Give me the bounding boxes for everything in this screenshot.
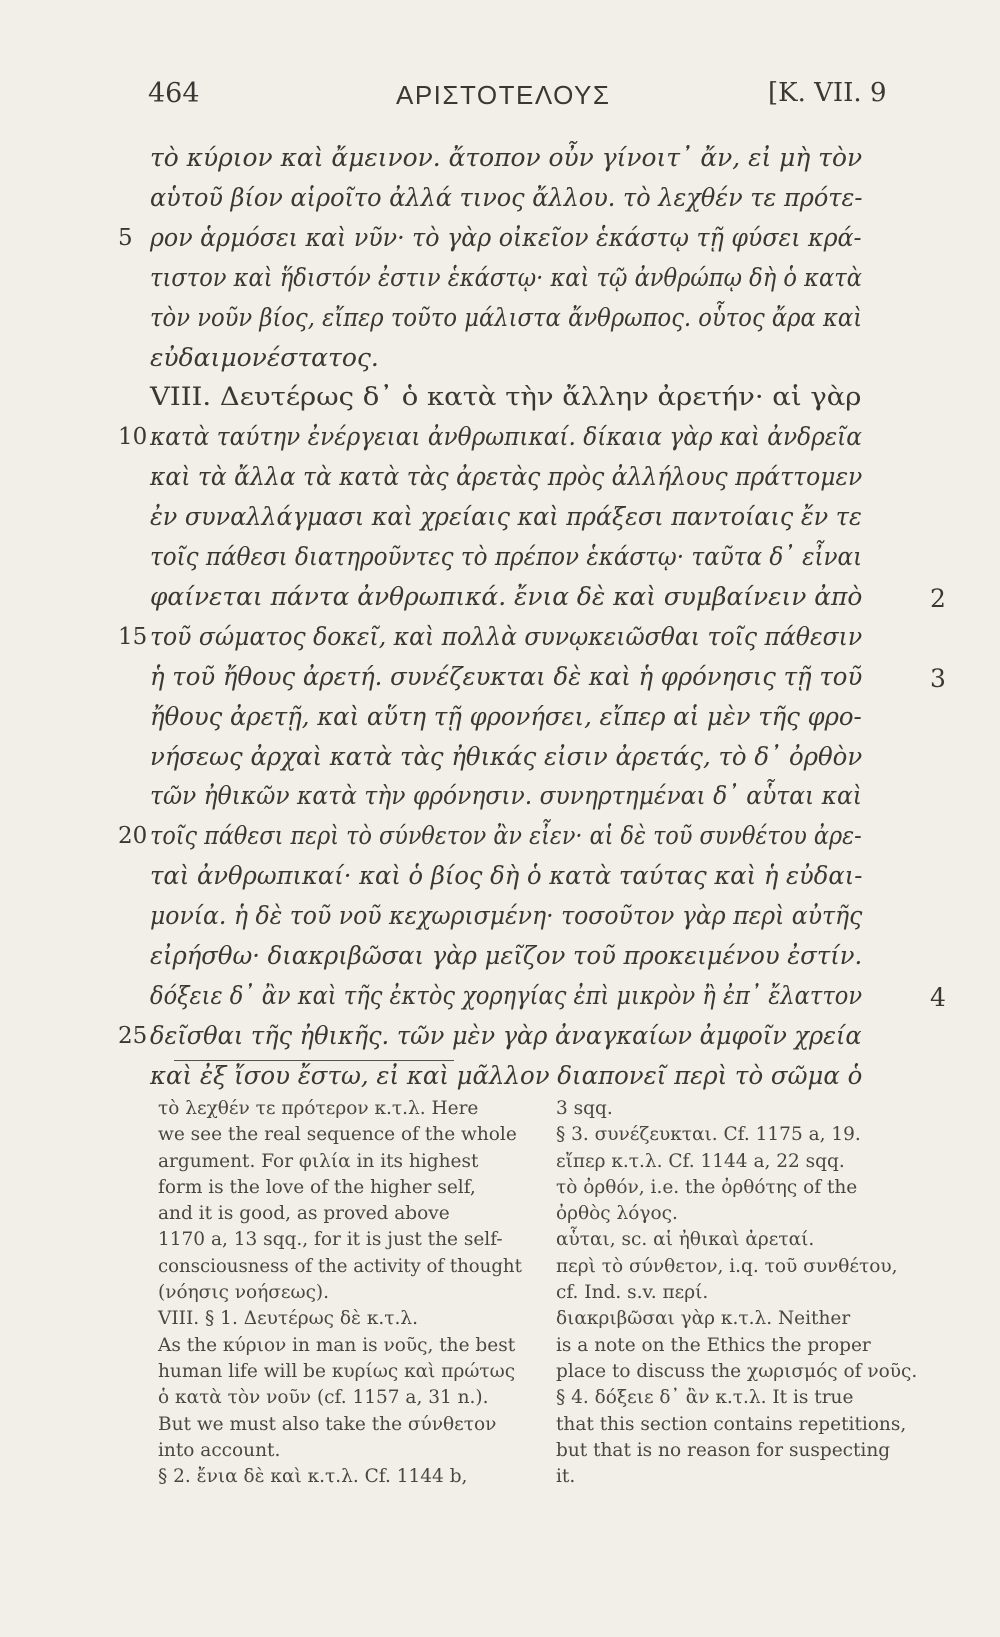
commentary-line: διακριβῶσαι γὰρ κ.τ.λ. Neither: [556, 1308, 851, 1330]
commentary-line: human life will be κυρίως καὶ πρώτως: [158, 1360, 516, 1382]
commentary-line: § 2. ἔνια δὲ καὶ κ.τ.λ. Cf. 1144 b,: [158, 1466, 468, 1488]
commentary-line: that this section contains repetitions,: [556, 1413, 907, 1435]
text-line: VIII. Δευτέρως δ᾽ ὁ κατὰ τὴν ἄλλην ἀρετήν· αἱ γὰρ: [150, 382, 862, 411]
text-line: μονία. ἡ δὲ τοῦ νοῦ κεχωρισμένη· τοσοῦτον γὰρ περὶ αὐτῆς: [150, 901, 863, 930]
text-line: τοῖς πάθεσι περὶ τὸ σύνθετον ἂν εἶεν· αἱ δὲ τοῦ συνθέτου ἀρε-: [150, 821, 862, 850]
text-line: ἐν συναλλάγμασι καὶ χρείαις καὶ πράξεσι παντοίαις ἔν τε: [150, 502, 862, 531]
commentary-line: argument. For φιλία in its highest: [158, 1150, 479, 1172]
commentary-line: ὀρθὸς λόγος.: [556, 1203, 678, 1225]
commentary-line: ὁ κατὰ τὸν νοῦν (cf. 1157 a, 31 n.).: [158, 1387, 489, 1409]
commentary-line: consciousness of the activity of thought: [158, 1255, 522, 1277]
commentary-line: περὶ τὸ σύνθετον, i.q. τοῦ συνθέτου,: [556, 1255, 898, 1277]
text-line: κατὰ ταύτην ἐνέργειαι ἀνθρωπικαί. δίκαια γὰρ καὶ ἀνδρεῖα: [150, 422, 862, 451]
text-line: αὑτοῦ βίον αἱροῖτο ἀλλά τινος ἄλλου. τὸ λεχθέν τε πρότε-: [150, 183, 863, 212]
running-title: ΑΡΙΣΤΟΤΕΛΟΥΣ: [396, 80, 611, 110]
commentary-line: (νόησις νοήσεως).: [158, 1282, 330, 1304]
text-line: καὶ ἐξ ἴσου ἔστω, εἰ καὶ μᾶλλον διαπονεῖ περὶ τὸ σῶμα ὁ: [150, 1061, 863, 1090]
text-line: νήσεως ἀρχαὶ κατὰ τὰς ἠθικάς εἰσιν ἀρετάς, τὸ δ᾽ ὀρθὸν: [150, 742, 863, 771]
commentary-line: cf. Ind. s.v. περί.: [556, 1282, 709, 1304]
commentary-line: place to discuss the χωρισμός of νοῦς.: [556, 1360, 918, 1382]
text-line: ρον ἁρμόσει καὶ νῦν· τὸ γὰρ οἰκεῖον ἑκάστῳ τῇ φύσει κρά-: [150, 223, 862, 252]
commentary-line: 1170 a, 13 sqq., for it is just the self-: [158, 1229, 503, 1251]
commentary-line: is a note on the Ethics the proper: [556, 1334, 871, 1356]
text-line: τὸ κύριον καὶ ἄμεινον. ἄτοπον οὖν γίνοιτ᾽ ἄν, εἰ μὴ τὸν: [150, 143, 863, 172]
line-number: 5: [118, 225, 133, 251]
section-marker: 3: [930, 664, 946, 693]
text-line: ἤθους ἀρετῇ, καὶ αὕτη τῇ φρονήσει, εἴπερ αἱ μὲν τῆς φρο-: [150, 702, 862, 731]
text-line: εὐδαιμονέστατος.: [150, 343, 379, 372]
section-marker: 4: [930, 983, 946, 1012]
line-number: 25: [118, 1023, 148, 1049]
text-line: τὸν νοῦν βίος, εἴπερ τοῦτο μάλιστα ἄνθρωπος. οὗτος ἄρα καὶ: [150, 303, 863, 332]
commentary-line: into account.: [158, 1439, 281, 1461]
commentary-line: form is the love of the higher self,: [158, 1176, 476, 1198]
footnote-rule: [174, 1060, 454, 1061]
text-line: δεῖσθαι τῆς ἠθικῆς. τῶν μὲν γὰρ ἀναγκαίων ἀμφοῖν χρεία: [150, 1021, 862, 1050]
commentary-line: and it is good, as proved above: [158, 1203, 450, 1225]
commentary-right-column: [556, 1096, 918, 1490]
commentary-line: 3 sqq.: [556, 1098, 613, 1119]
text-line: καὶ τὰ ἄλλα τὰ κατὰ τὰς ἀρετὰς πρὸς ἀλλήλους πράττομεν: [150, 462, 863, 491]
commentary-line: § 4. δόξειε δ᾽ ἂν κ.τ.λ. It is true: [556, 1387, 854, 1409]
text-line: τοῦ σώματος δοκεῖ, καὶ πολλὰ συνῳκειῶσθαι τοῖς πάθεσιν: [150, 622, 863, 651]
commentary-line: εἴπερ κ.τ.λ. Cf. 1144 a, 22 sqq.: [556, 1150, 845, 1172]
line-number: 10: [118, 424, 148, 450]
commentary-line: but that is no reason for suspecting: [556, 1439, 891, 1461]
section-reference: [K. VII. 9: [768, 78, 887, 108]
page-header: [0, 78, 1000, 118]
commentary-line: αὗται, sc. αἱ ἠθικαὶ ἀρεταί.: [556, 1229, 815, 1251]
commentary-line: But we must also take the σύνθετον: [158, 1413, 497, 1435]
line-number: 15: [118, 624, 148, 650]
commentary-line: we see the real sequence of the whole: [158, 1124, 517, 1146]
commentary-line: § 3. συνέζευκται. Cf. 1175 a, 19.: [556, 1124, 861, 1146]
text-line: φαίνεται πάντα ἀνθρωπικά. ἔνια δὲ καὶ συμβαίνειν ἀπὸ: [150, 582, 863, 611]
text-line: εἰρήσθω· διακριβῶσαι γὰρ μεῖζον τοῦ προκειμένου ἐστίν.: [150, 941, 863, 970]
commentary-line: τὸ λεχθέν τε πρότερον κ.τ.λ. Here: [158, 1098, 479, 1119]
commentary-line: As the κύριον in man is νοῦς, the best: [158, 1334, 516, 1356]
text-line: τοῖς πάθεσι διατηροῦντες τὸ πρέπον ἑκάστῳ· ταῦτα δ᾽ εἶναι: [150, 542, 863, 571]
page-number: 464: [148, 78, 200, 109]
text-line: δόξειε δ᾽ ἂν καὶ τῆς ἐκτὸς χορηγίας ἐπὶ μικρὸν ἢ ἐπ᾽ ἔλαττον: [150, 981, 863, 1010]
text-line: τιστον καὶ ἥδιστόν ἐστιν ἑκάστῳ· καὶ τῷ ἀνθρώπῳ δὴ ὁ κατὰ: [150, 263, 862, 292]
text-line: ταὶ ἀνθρωπικαί· καὶ ὁ βίος δὴ ὁ κατὰ ταύτας καὶ ἡ εὐδαι-: [150, 861, 863, 890]
text-line: ἡ τοῦ ἤθους ἀρετή. συνέζευκται δὲ καὶ ἡ φρόνησις τῇ τοῦ: [150, 662, 863, 691]
commentary-line: VIII. § 1. Δευτέρως δὲ κ.τ.λ.: [158, 1308, 419, 1330]
section-marker: 2: [930, 584, 946, 613]
line-number: 20: [118, 823, 148, 849]
commentary-line: τὸ ὀρθόν, i.e. the ὀρθότης of the: [556, 1176, 858, 1198]
text-line: τῶν ἠθικῶν κατὰ τὴν φρόνησιν. συνηρτημέναι δ᾽ αὗται καὶ: [150, 781, 862, 810]
commentary-left-column: [158, 1096, 522, 1490]
commentary-line: it.: [556, 1466, 576, 1488]
